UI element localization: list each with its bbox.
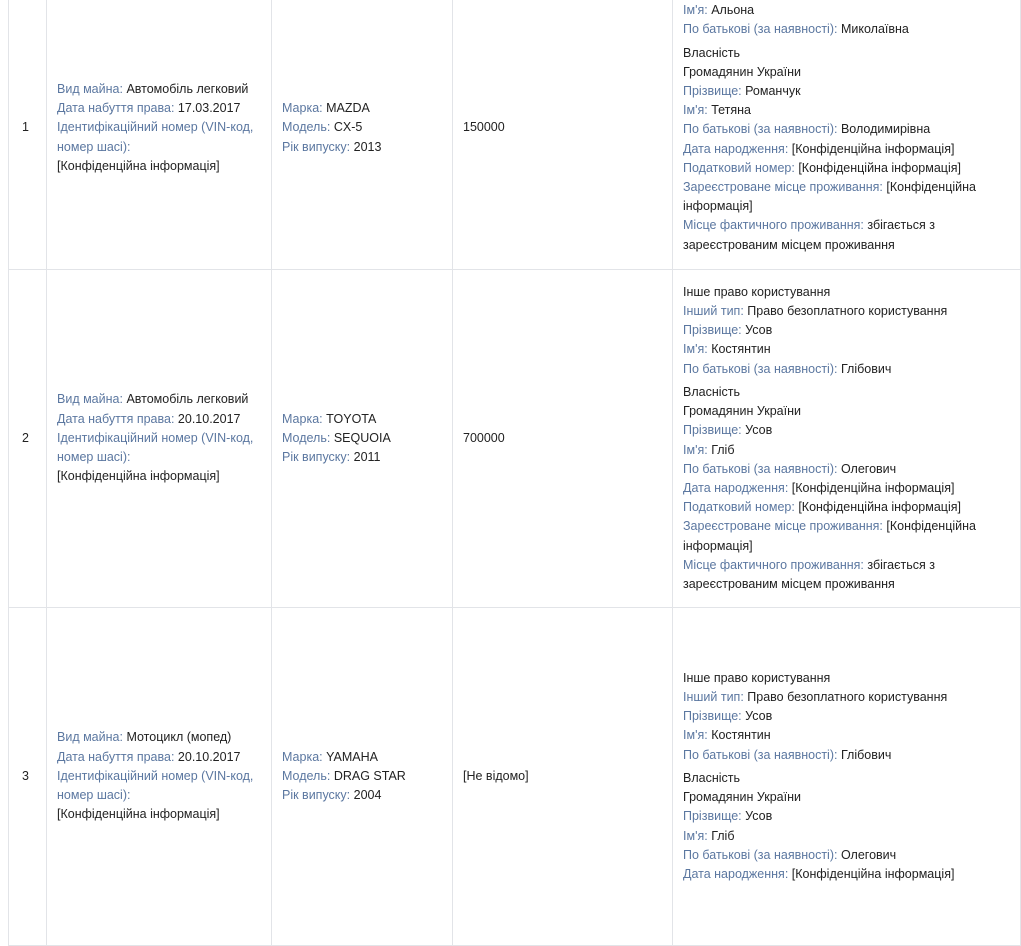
label: Вид майна: <box>57 730 123 745</box>
value: MAZDA <box>326 101 370 116</box>
value: SEQUOIA <box>333 430 391 445</box>
label: По батькові (за наявності): <box>683 847 838 862</box>
value: [Конфіденційна інформація] <box>57 158 220 173</box>
table-row <box>9 270 1021 608</box>
table-row <box>9 0 1021 270</box>
value: [Конфіденційна інформація] <box>57 469 220 484</box>
value: Тетяна <box>711 103 752 118</box>
value: [Конфіденційна інформація] <box>798 160 961 175</box>
property-cell <box>47 270 272 608</box>
value: Право безоплатного користування <box>747 304 948 319</box>
ownership-block <box>683 769 1010 884</box>
label: Дата народження: <box>683 141 789 156</box>
value: YAMAHA <box>326 749 378 764</box>
label: Ідентифікаційний номер (VIN-код, номер шасі): <box>57 430 254 465</box>
label: Інший тип: <box>683 304 744 319</box>
right-type: Власність <box>683 45 741 60</box>
label: Вид майна: <box>57 81 123 96</box>
label: Прізвище: <box>683 83 742 98</box>
value: Гліб <box>711 442 735 457</box>
value: 2013 <box>353 139 382 154</box>
label: Модель: <box>282 120 331 135</box>
person-block <box>683 1 1010 39</box>
label: Ідентифікаційний номер (VIN-код, номер шасі): <box>57 768 254 803</box>
label: Інший тип: <box>683 690 744 705</box>
right-type: Власність <box>683 384 741 399</box>
label: Зареєстроване місце проживання: <box>683 180 883 194</box>
cost-cell: 700000 <box>453 270 673 608</box>
label: По батькові (за наявності): <box>683 122 838 137</box>
right-type: Інше право користування <box>683 670 831 685</box>
vehicle-cell <box>272 608 453 946</box>
value: Автомобіль легковий <box>126 392 249 407</box>
vehicle-cell <box>272 270 453 608</box>
value: Усов <box>745 809 773 824</box>
label: Податковий номер: <box>683 500 795 515</box>
value: 2004 <box>353 788 382 803</box>
value: Усов <box>745 423 773 438</box>
label: Зареєстроване місце проживання: <box>683 519 883 534</box>
value: Мотоцикл (мопед) <box>126 730 232 745</box>
row-number: 3 <box>9 608 47 946</box>
citizenship: Громадянин України <box>683 404 801 419</box>
label: По батькові (за наявності): <box>683 747 838 762</box>
cost-cell: 150000 <box>453 0 673 270</box>
label: Ім'я: <box>683 828 708 843</box>
value: [Конфіденційна інформація] <box>791 866 955 881</box>
row-number: 2 <box>9 270 47 608</box>
label: Прізвище: <box>683 423 742 438</box>
value: [Конфіденційна інформація] <box>683 519 976 553</box>
label: Податковий номер: <box>683 160 795 175</box>
label: Дата народження: <box>683 866 789 881</box>
label: Місце фактичного проживання: <box>683 218 864 233</box>
label: Ім'я: <box>683 442 708 457</box>
value: Усов <box>745 323 773 338</box>
owners-cell <box>673 0 1021 270</box>
label: Вид майна: <box>57 392 123 407</box>
label: Прізвище: <box>683 709 742 724</box>
vehicle-cell <box>272 0 453 270</box>
ownership-block <box>683 383 1010 594</box>
value: Гліб <box>711 828 735 843</box>
value: Альона <box>711 3 755 18</box>
label: Модель: <box>282 768 331 783</box>
right-type: Інше право користування <box>683 284 831 299</box>
value: DRAG STAR <box>333 768 406 783</box>
label: Рік випуску: <box>282 450 351 465</box>
label: По батькові (за наявності): <box>683 361 838 376</box>
value: Глібович <box>840 747 892 762</box>
value: [Конфіденційна інформація] <box>57 807 220 822</box>
value: Усов <box>745 709 773 724</box>
value: CX-5 <box>333 120 363 135</box>
value: Олегович <box>840 847 897 862</box>
ownership-block <box>683 44 1010 255</box>
owners-cell <box>673 270 1021 608</box>
label: По батькові (за наявності): <box>683 22 838 37</box>
label: Рік випуску: <box>282 788 351 803</box>
value: Олегович <box>840 461 897 476</box>
right-type: Власність <box>683 770 741 785</box>
table-row <box>9 608 1021 946</box>
label: Ім'я: <box>683 3 708 18</box>
citizenship: Громадянин України <box>683 64 801 79</box>
value: TOYOTA <box>326 411 377 426</box>
owners-cell <box>673 608 1021 946</box>
label: Дата народження: <box>683 480 789 495</box>
value: [Конфіденційна інформація] <box>791 480 955 495</box>
citizenship: Громадянин України <box>683 790 801 805</box>
label: Марка: <box>282 101 323 116</box>
value: 20.10.2017 <box>177 749 241 764</box>
label: Місце фактичного проживання: <box>683 557 864 572</box>
vehicles-table <box>8 0 1021 946</box>
property-cell <box>47 0 272 270</box>
value: [Конфіденційна інформація] <box>791 141 955 156</box>
value: Костянтин <box>711 728 771 743</box>
cost-cell: [Не відомо] <box>453 608 673 946</box>
label: Ім'я: <box>683 103 708 118</box>
value: Автомобіль легковий <box>126 81 249 96</box>
value: збігається з зареєстрованим місцем проживання <box>683 218 935 252</box>
value: 17.03.2017 <box>177 101 241 116</box>
label: Дата набуття права: <box>57 411 175 426</box>
label: По батькові (за наявності): <box>683 461 838 476</box>
label: Прізвище: <box>683 809 742 824</box>
label: Дата набуття права: <box>57 101 175 116</box>
value: 2011 <box>353 450 381 465</box>
value: [Конфіденційна інформація] <box>798 500 961 515</box>
value: Володимирівна <box>840 122 931 137</box>
label: Марка: <box>282 749 323 764</box>
label: Ім'я: <box>683 728 708 743</box>
row-number: 1 <box>9 0 47 270</box>
value: Право безоплатного користування <box>747 690 948 705</box>
label: Модель: <box>282 430 331 445</box>
other-use-block <box>683 669 1010 765</box>
label: Марка: <box>282 411 323 426</box>
value: 20.10.2017 <box>177 411 241 426</box>
value: [Конфіденційна інформація] <box>683 180 976 214</box>
other-use-block <box>683 283 1010 379</box>
value: Романчук <box>745 83 801 98</box>
label: Ім'я: <box>683 342 708 357</box>
value: Глібович <box>840 361 892 376</box>
label: Дата набуття права: <box>57 749 175 764</box>
value: збігається з зареєстрованим місцем проживання <box>683 557 935 591</box>
value: Костянтин <box>711 342 771 357</box>
label: Ідентифікаційний номер (VIN-код, номер шасі): <box>57 120 254 154</box>
label: Прізвище: <box>683 323 742 338</box>
value: Миколаївна <box>840 22 909 37</box>
property-cell <box>47 608 272 946</box>
label: Рік випуску: <box>282 139 351 154</box>
